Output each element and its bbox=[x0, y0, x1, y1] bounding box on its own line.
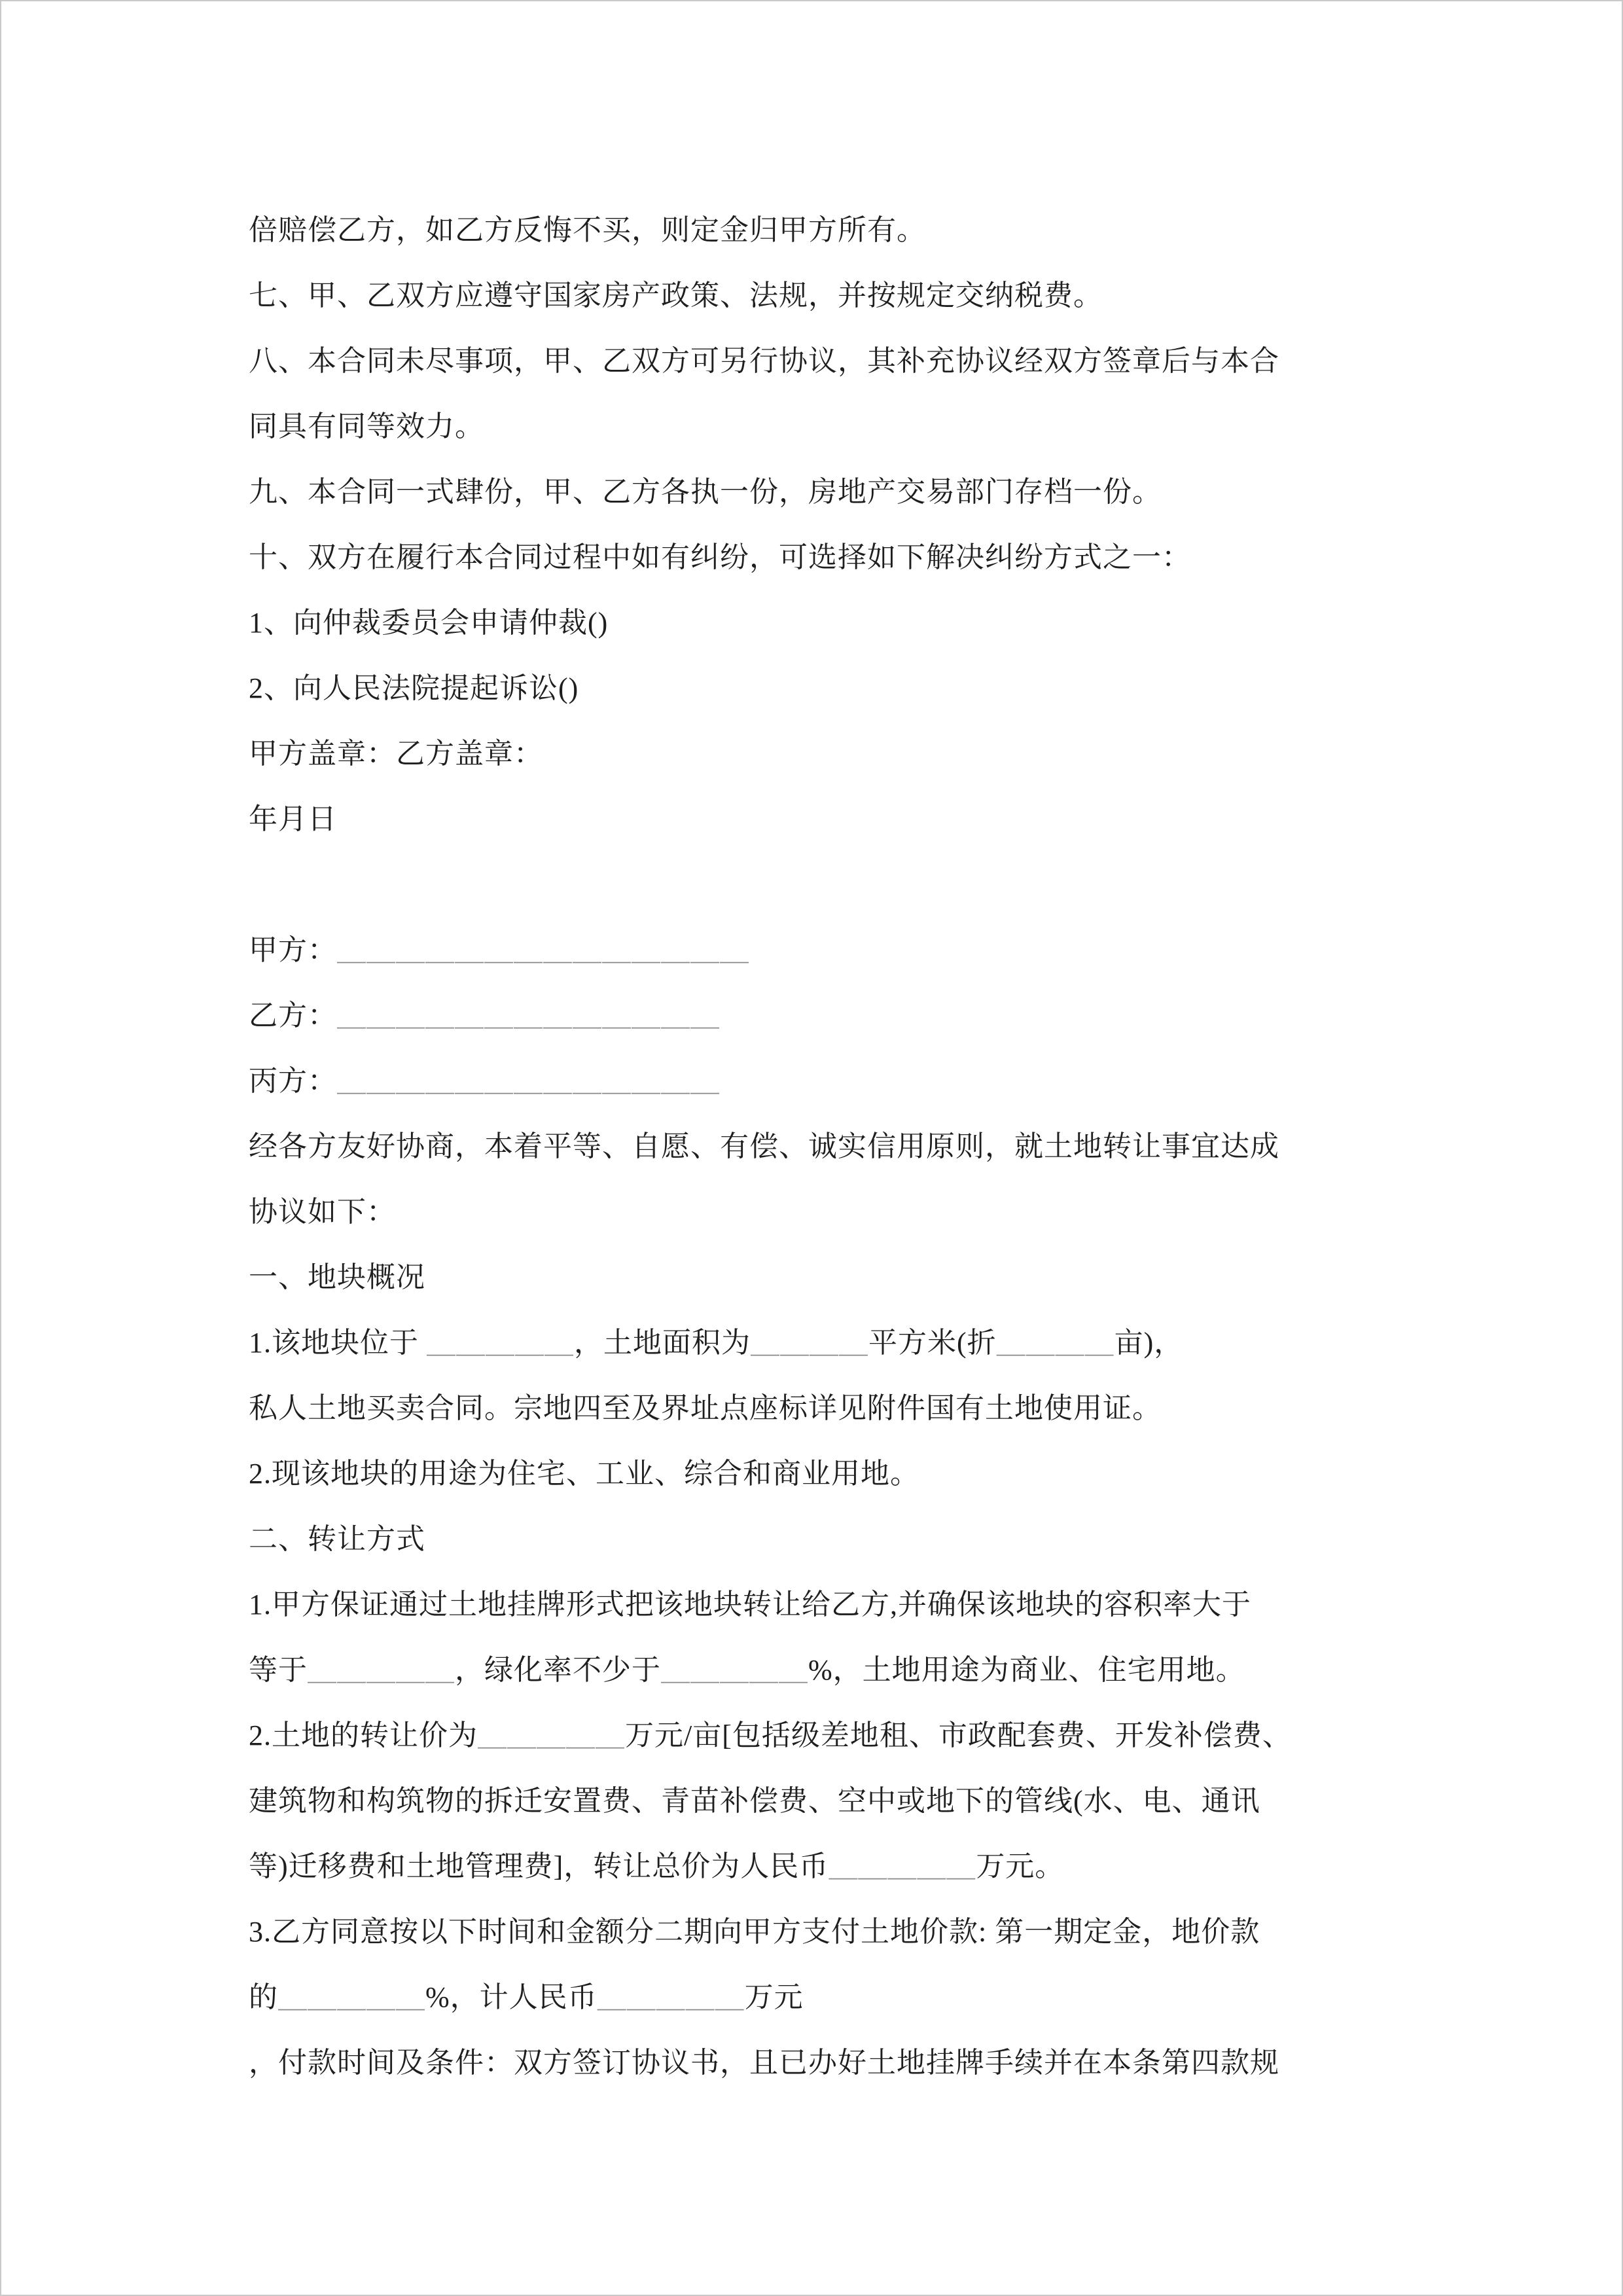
document-line: 2.现该地块的用途为住宅、工业、综合和商业用地。 bbox=[249, 1458, 919, 1490]
fill-in-blank: ＿＿＿＿＿ bbox=[661, 1654, 808, 1686]
fill-in-blank: ＿＿＿＿＿＿＿＿＿＿＿＿＿ bbox=[337, 999, 720, 1031]
document-line: 等于＿＿＿＿＿，绿化率不少于＿＿＿＿＿%，土地用途为商业、住宅用地。 bbox=[249, 1654, 1245, 1686]
document-line: 倍赔偿乙方，如乙方反悔不买，则定金归甲方所有。 bbox=[249, 214, 926, 246]
document-line: 2、向人民法院提起诉讼() bbox=[249, 672, 579, 704]
document-body bbox=[249, 198, 1387, 2096]
document-line: 九、本合同一式肆份，甲、乙方各执一份，房地产交易部门存档一份。 bbox=[249, 476, 1162, 508]
fill-in-blank: ＿＿＿＿＿ bbox=[308, 1654, 455, 1686]
document-line: 十、双方在履行本合同过程中如有纠纷，可选择如下解决纠纷方式之一： bbox=[249, 541, 1191, 573]
document-line-blank-spacer bbox=[249, 852, 1387, 918]
document-line: 的＿＿＿＿＿%，计人民币＿＿＿＿＿万元 bbox=[249, 1981, 804, 2013]
document-section-heading: 二、转让方式 bbox=[249, 1523, 425, 1555]
fill-in-blank: ＿＿＿＿＿ bbox=[597, 1981, 745, 2013]
fill-in-blank: ＿＿＿＿＿ bbox=[829, 1850, 976, 1882]
document-line: 同具有同等效力。 bbox=[249, 410, 484, 442]
document-line-party-c-blank: 丙方：＿＿＿＿＿＿＿＿＿＿＿＿＿ bbox=[249, 1065, 720, 1097]
document-line: 甲方盖章：乙方盖章： bbox=[249, 738, 543, 770]
fill-in-blank: ＿＿＿＿＿ bbox=[278, 1981, 425, 2013]
document-line: 经各方友好协商，本着平等、自愿、有偿、诚实信用原则，就土地转让事宜达成 bbox=[249, 1130, 1279, 1162]
fill-in-blank: ＿＿＿＿ bbox=[996, 1327, 1115, 1359]
document-line: 年月日 bbox=[249, 803, 337, 835]
fill-in-blank: ＿＿＿＿ bbox=[751, 1327, 868, 1359]
fill-in-blank: ＿＿＿＿＿＿＿＿＿＿＿＿＿ bbox=[337, 1065, 720, 1097]
fill-in-blank: ＿＿＿＿＿ bbox=[427, 1327, 574, 1359]
document-line: 等)迁移费和土地管理费]，转让总价为人民币＿＿＿＿＿万元。 bbox=[249, 1850, 1065, 1882]
document-line: 七、甲、乙双方应遵守国家房产政策、法规，并按规定交纳税费。 bbox=[249, 279, 1103, 312]
document-line: 1、向仲裁委员会申请仲裁() bbox=[249, 607, 609, 639]
document-line: 3.乙方同意按以下时间和金额分二期向甲方支付土地价款: 第一期定金，地价款 bbox=[249, 1916, 1260, 1948]
document-line: 建筑物和构筑物的拆迁安置费、青苗补偿费、空中或地下的管线(水、电、通讯 bbox=[249, 1785, 1260, 1817]
document-line: ，付款时间及条件：双方签订协议书，且已办好土地挂牌手续并在本条第四款规 bbox=[249, 2047, 1279, 2079]
document-line: 私人土地买卖合同。宗地四至及界址点座标详见附件国有土地使用证。 bbox=[249, 1392, 1162, 1424]
document-line-party-b-blank: 乙方：＿＿＿＿＿＿＿＿＿＿＿＿＿ bbox=[249, 999, 720, 1031]
document-line: 协议如下： bbox=[249, 1196, 396, 1228]
document-line: 1.该地块位于 ＿＿＿＿＿，土地面积为＿＿＿＿平方米(折＿＿＿＿亩)， bbox=[249, 1327, 1184, 1359]
document-line: 1.甲方保证通过土地挂牌形式把该地块转让给乙方,并确保该地块的容积率大于 bbox=[249, 1588, 1251, 1621]
document-line: 2.土地的转让价为＿＿＿＿＿万元/亩[包括级差地租、市政配套费、开发补偿费、 bbox=[249, 1719, 1292, 1751]
document-section-heading: 一、地块概况 bbox=[249, 1261, 425, 1293]
document-line: 八、本合同未尽事项，甲、乙双方可另行协议，其补充协议经双方签章后与本合 bbox=[249, 345, 1279, 377]
fill-in-blank: ＿＿＿＿＿ bbox=[478, 1719, 625, 1751]
fill-in-blank: ＿＿＿＿＿＿＿＿＿＿＿＿＿＿ bbox=[337, 934, 749, 966]
document-line-party-a-blank: 甲方：＿＿＿＿＿＿＿＿＿＿＿＿＿＿ bbox=[249, 934, 749, 966]
